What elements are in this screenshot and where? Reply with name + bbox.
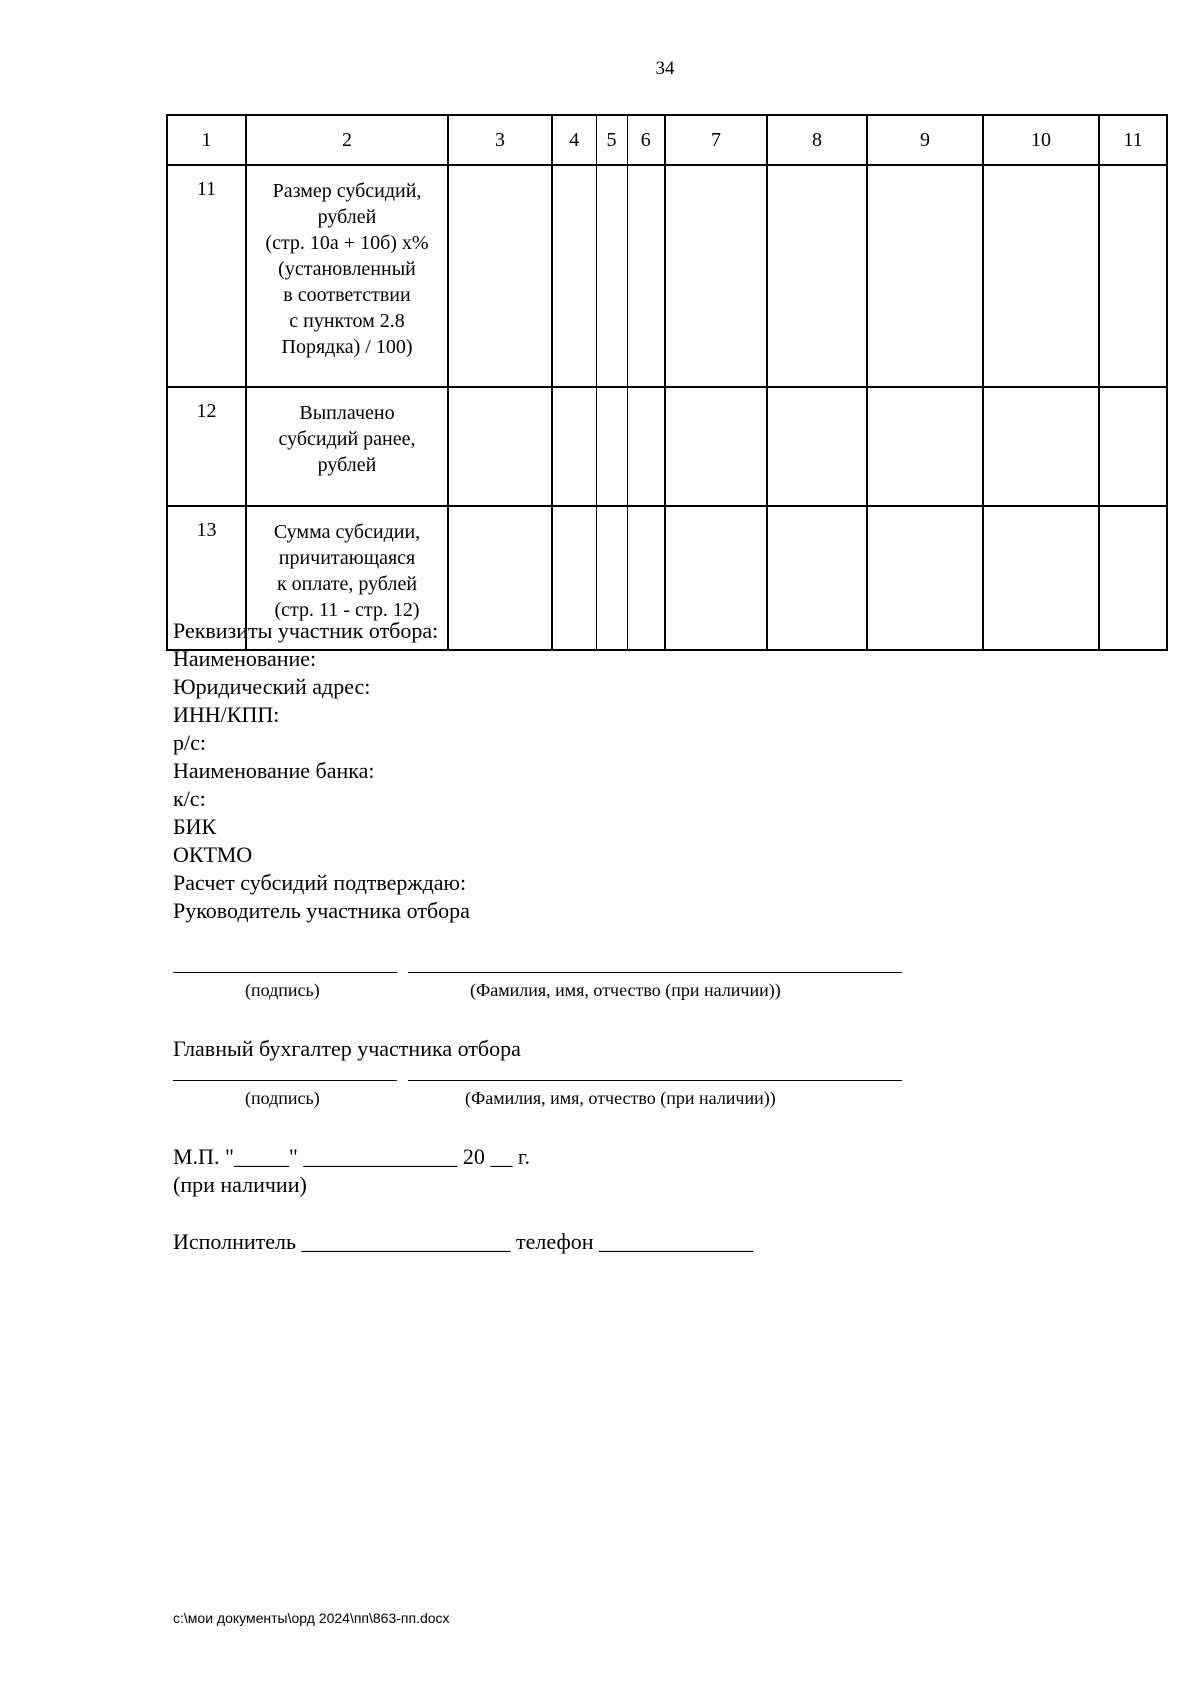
column-header: 11: [1099, 115, 1167, 165]
empty-cell: [767, 506, 867, 650]
accountant-signature-caption: (подпись): [245, 1088, 320, 1108]
empty-cell: [767, 165, 867, 387]
column-header: 6: [627, 115, 665, 165]
row-label-line: субсидий ранее,: [278, 428, 416, 450]
empty-cell: [552, 506, 596, 650]
details-line: р/с:: [173, 730, 206, 755]
empty-cell: [665, 387, 767, 506]
empty-cell: [867, 165, 983, 387]
row-label-line: причитающаяся: [278, 547, 416, 569]
stamp-note: (при наличии): [173, 1172, 307, 1197]
empty-cell: [627, 165, 665, 387]
details-line: к/с:: [173, 786, 206, 811]
column-header: 8: [767, 115, 867, 165]
participant-details: [173, 617, 470, 925]
details-heading: Реквизиты участник отбора:: [173, 618, 439, 643]
table-header-row: [167, 115, 1167, 165]
director-name-line: [408, 972, 902, 973]
empty-cell: [665, 506, 767, 650]
empty-cell: [1099, 387, 1167, 506]
footer-file-path: c:\мои документы\орд 2024\пп\863-пп.docx: [173, 1610, 450, 1626]
table-row: [167, 387, 1167, 506]
row-number: 13: [167, 506, 246, 650]
row-label-line: к оплате, рублей: [276, 573, 418, 595]
row-label-line: Порядка) / 100): [281, 336, 413, 358]
details-line: ИНН/КПП:: [173, 702, 280, 727]
empty-cell: [627, 387, 665, 506]
empty-cell: [596, 165, 627, 387]
empty-cell: [665, 165, 767, 387]
empty-cell: [552, 165, 596, 387]
director-signature-caption: (подпись): [245, 980, 320, 1000]
row-label-line: рублей: [317, 454, 377, 476]
column-header: 10: [983, 115, 1099, 165]
empty-cell: [1099, 165, 1167, 387]
row-label-line: с пунктом 2.8: [289, 310, 405, 332]
column-header: 4: [552, 115, 596, 165]
empty-cell: [552, 387, 596, 506]
column-header: 3: [448, 115, 552, 165]
empty-cell: [983, 387, 1099, 506]
empty-cell: [867, 387, 983, 506]
empty-cell: [983, 165, 1099, 387]
details-line: Наименование банка:: [173, 758, 375, 783]
table-row: [167, 165, 1167, 387]
empty-cell: [448, 165, 552, 387]
accountant-name-line: [408, 1080, 902, 1081]
row-label-line: Размер субсидий,: [272, 180, 422, 202]
empty-cell: [596, 387, 627, 506]
column-header: 9: [867, 115, 983, 165]
row-label-line: (установленный: [278, 258, 416, 280]
executor-line: Исполнитель ___________________ телефон ______________: [173, 1229, 753, 1254]
page-number: 34: [655, 58, 675, 79]
director-signature-line: [173, 972, 397, 973]
empty-cell: [596, 506, 627, 650]
empty-cell: [767, 387, 867, 506]
empty-cell: [448, 387, 552, 506]
row-label: [246, 165, 448, 387]
stamp-date-line: М.П. "_____" ______________ 20 __ г.: [173, 1144, 530, 1169]
column-header: 7: [665, 115, 767, 165]
row-number: 11: [167, 165, 246, 387]
row-number: 12: [167, 387, 246, 506]
director-name-caption: (Фамилия, имя, отчество (при наличии)): [470, 980, 781, 1000]
chief-accountant-title: Главный бухгалтер участника отбора: [173, 1036, 521, 1061]
row-label-line: Выплачено: [299, 402, 395, 424]
subsidy-calculation-table: [166, 114, 1168, 651]
column-header: 1: [167, 115, 246, 165]
details-line: Руководитель участника отбора: [173, 898, 470, 923]
details-line: БИК: [173, 814, 217, 839]
details-line: ОКТМО: [173, 842, 253, 867]
empty-cell: [1099, 506, 1167, 650]
row-label-line: (стр. 11 - стр. 12): [274, 599, 420, 621]
accountant-signature-line: [173, 1080, 397, 1081]
details-line: Наименование:: [173, 646, 317, 671]
row-label-line: (стр. 10а + 10б) х%: [265, 232, 429, 254]
column-header: 2: [246, 115, 448, 165]
row-label-line: в соответствии: [283, 284, 411, 306]
row-label: [246, 387, 448, 506]
details-line: Расчет субсидий подтверждаю:: [173, 870, 467, 895]
details-line: Юридический адрес:: [173, 674, 371, 699]
empty-cell: [867, 506, 983, 650]
row-label-line: рублей: [317, 206, 377, 228]
column-header: 5: [596, 115, 627, 165]
empty-cell: [627, 506, 665, 650]
accountant-name-caption: (Фамилия, имя, отчество (при наличии)): [465, 1088, 776, 1108]
empty-cell: [983, 506, 1099, 650]
row-label-line: Сумма субсидии,: [273, 521, 421, 543]
